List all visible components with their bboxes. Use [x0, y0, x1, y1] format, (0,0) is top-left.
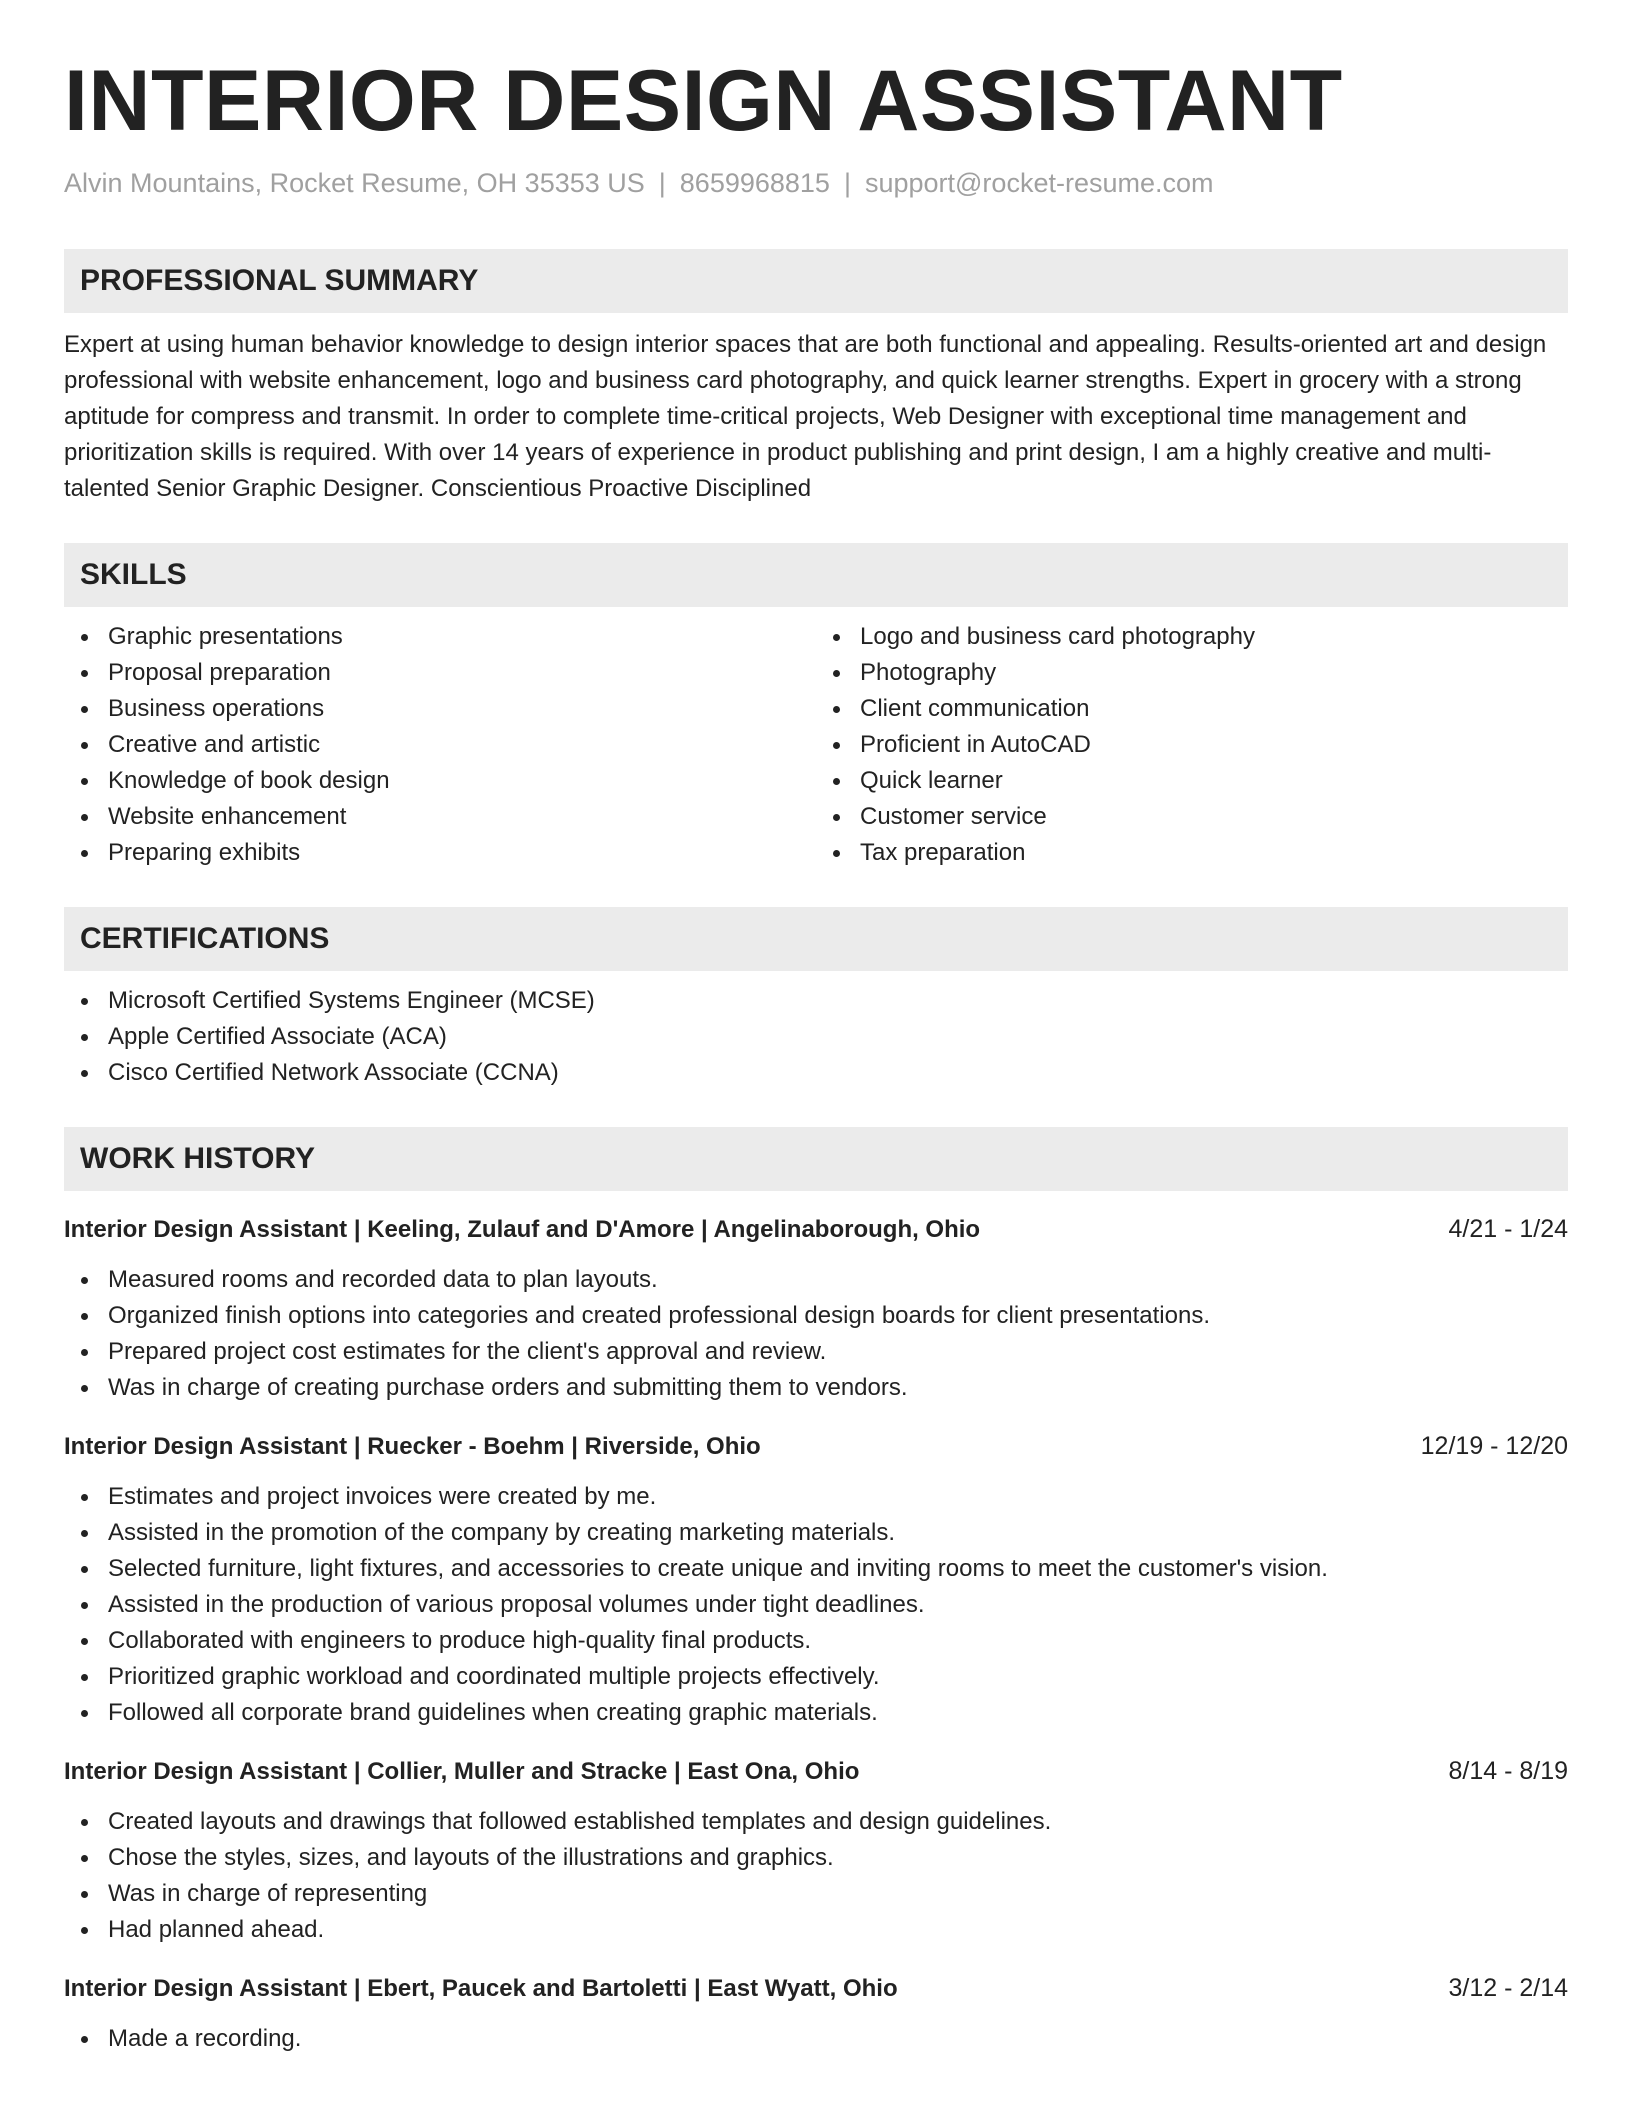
contact-separator: | — [843, 168, 851, 198]
job-bullet: Measured rooms and recorded data to plan layouts. — [64, 1262, 1568, 1298]
job-header — [64, 1970, 1568, 2007]
certification-item: Apple Certified Associate (ACA) — [64, 1019, 1568, 1055]
job-bullet: Was in charge of creating purchase orders and submitting them to vendors. — [64, 1370, 1568, 1406]
certifications-section-header: CERTIFICATIONS — [64, 907, 1568, 971]
job-entry — [64, 1753, 1568, 1948]
skill-item: Customer service — [816, 799, 1568, 835]
job-bullet: Collaborated with engineers to produce high-quality final products. — [64, 1623, 1568, 1659]
certification-item: Cisco Certified Network Associate (CCNA) — [64, 1055, 1568, 1091]
job-header — [64, 1753, 1568, 1790]
skill-item: Preparing exhibits — [64, 835, 816, 871]
contact-line — [64, 168, 1568, 199]
job-bullet: Prepared project cost estimates for the client's approval and review. — [64, 1334, 1568, 1370]
job-title: Interior Design Assistant | Ruecker - Boehm | Riverside, Ohio — [64, 1433, 761, 1460]
job-bullets — [64, 1262, 1568, 1406]
job-bullet: Followed all corporate brand guidelines when creating graphic materials. — [64, 1695, 1568, 1731]
skill-item: Knowledge of book design — [64, 763, 816, 799]
job-bullet: Made a recording. — [64, 2021, 1568, 2057]
job-bullet: Had planned ahead. — [64, 1912, 1568, 1948]
skill-item: Proposal preparation — [64, 655, 816, 691]
job-title: Interior Design Assistant | Keeling, Zulauf and D'Amore | Angelinaborough, Ohio — [64, 1216, 981, 1243]
job-bullet: Chose the styles, sizes, and layouts of the illustrations and graphics. — [64, 1840, 1568, 1876]
work-history-section-header: WORK HISTORY — [64, 1127, 1568, 1191]
job-entry — [64, 1428, 1568, 1731]
contact-address: Alvin Mountains, Rocket Resume, OH 35353 US — [64, 168, 645, 198]
job-bullet: Estimates and project invoices were created by me. — [64, 1479, 1568, 1515]
skill-item: Client communication — [816, 691, 1568, 727]
skill-item: Business operations — [64, 691, 816, 727]
skill-item: Proficient in AutoCAD — [816, 727, 1568, 763]
job-bullet: Organized finish options into categories and created professional design boards for client presentations. — [64, 1298, 1568, 1334]
job-dates: 3/12 - 2/14 — [1448, 1974, 1568, 2002]
job-bullets — [64, 2021, 1568, 2057]
summary-text: Expert at using human behavior knowledge to design interior spaces that are both functional and appealing. Results-oriented art and design professional with website enhancement, logo and business card photography, and quick learner strengths. Expert in grocery with a strong aptitude for compress and transmit. In order to complete time-critical projects, Web Designer with exceptional time management and prioritization skills is required. With over 14 years of experience in product publishing and print design, I am a highly creative and multi-talented Senior Graphic Designer. Conscientious Proactive Disciplined — [64, 331, 1547, 502]
job-header — [64, 1428, 1568, 1465]
job-dates: 4/21 - 1/24 — [1448, 1215, 1568, 1243]
job-bullet: Prioritized graphic workload and coordinated multiple projects effectively. — [64, 1659, 1568, 1695]
skill-item: Creative and artistic — [64, 727, 816, 763]
resume-title: INTERIOR DESIGN ASSISTANT — [64, 53, 1343, 149]
contact-phone: 8659968815 — [679, 168, 830, 198]
skill-item: Photography — [816, 655, 1568, 691]
job-title: Interior Design Assistant | Ebert, Paucek and Bartoletti | East Wyatt, Ohio — [64, 1975, 898, 2002]
summary-section-header: PROFESSIONAL SUMMARY — [64, 249, 1568, 313]
job-dates: 8/14 - 8/19 — [1448, 1757, 1568, 1785]
job-dates: 12/19 - 12/20 — [1420, 1432, 1568, 1460]
skills-section-header: SKILLS — [64, 543, 1568, 607]
job-bullet: Was in charge of representing — [64, 1876, 1568, 1912]
skill-item: Graphic presentations — [64, 619, 816, 655]
skill-item: Logo and business card photography — [816, 619, 1568, 655]
job-entry — [64, 1211, 1568, 1406]
certification-item: Microsoft Certified Systems Engineer (MCSE) — [64, 983, 1568, 1019]
job-bullet: Assisted in the production of various proposal volumes under tight deadlines. — [64, 1587, 1568, 1623]
skills-list — [64, 619, 1568, 871]
contact-separator: | — [658, 168, 666, 198]
skill-item: Website enhancement — [64, 799, 816, 835]
job-bullets — [64, 1479, 1568, 1731]
job-bullet: Created layouts and drawings that followed established templates and design guidelines. — [64, 1804, 1568, 1840]
job-entry — [64, 1970, 1568, 2057]
job-title: Interior Design Assistant | Collier, Muller and Stracke | East Ona, Ohio — [64, 1758, 860, 1785]
skill-item: Tax preparation — [816, 835, 1568, 871]
job-bullet: Selected furniture, light fixtures, and accessories to create unique and inviting rooms to meet the customer's vision. — [64, 1551, 1568, 1587]
job-bullet: Assisted in the promotion of the company by creating marketing materials. — [64, 1515, 1568, 1551]
certifications-list — [64, 983, 1568, 1091]
job-bullets — [64, 1804, 1568, 1948]
skills-column-left — [64, 619, 816, 871]
job-header — [64, 1211, 1568, 1248]
skills-column-right — [816, 619, 1568, 871]
skill-item: Quick learner — [816, 763, 1568, 799]
contact-email: support@rocket-resume.com — [864, 168, 1214, 198]
